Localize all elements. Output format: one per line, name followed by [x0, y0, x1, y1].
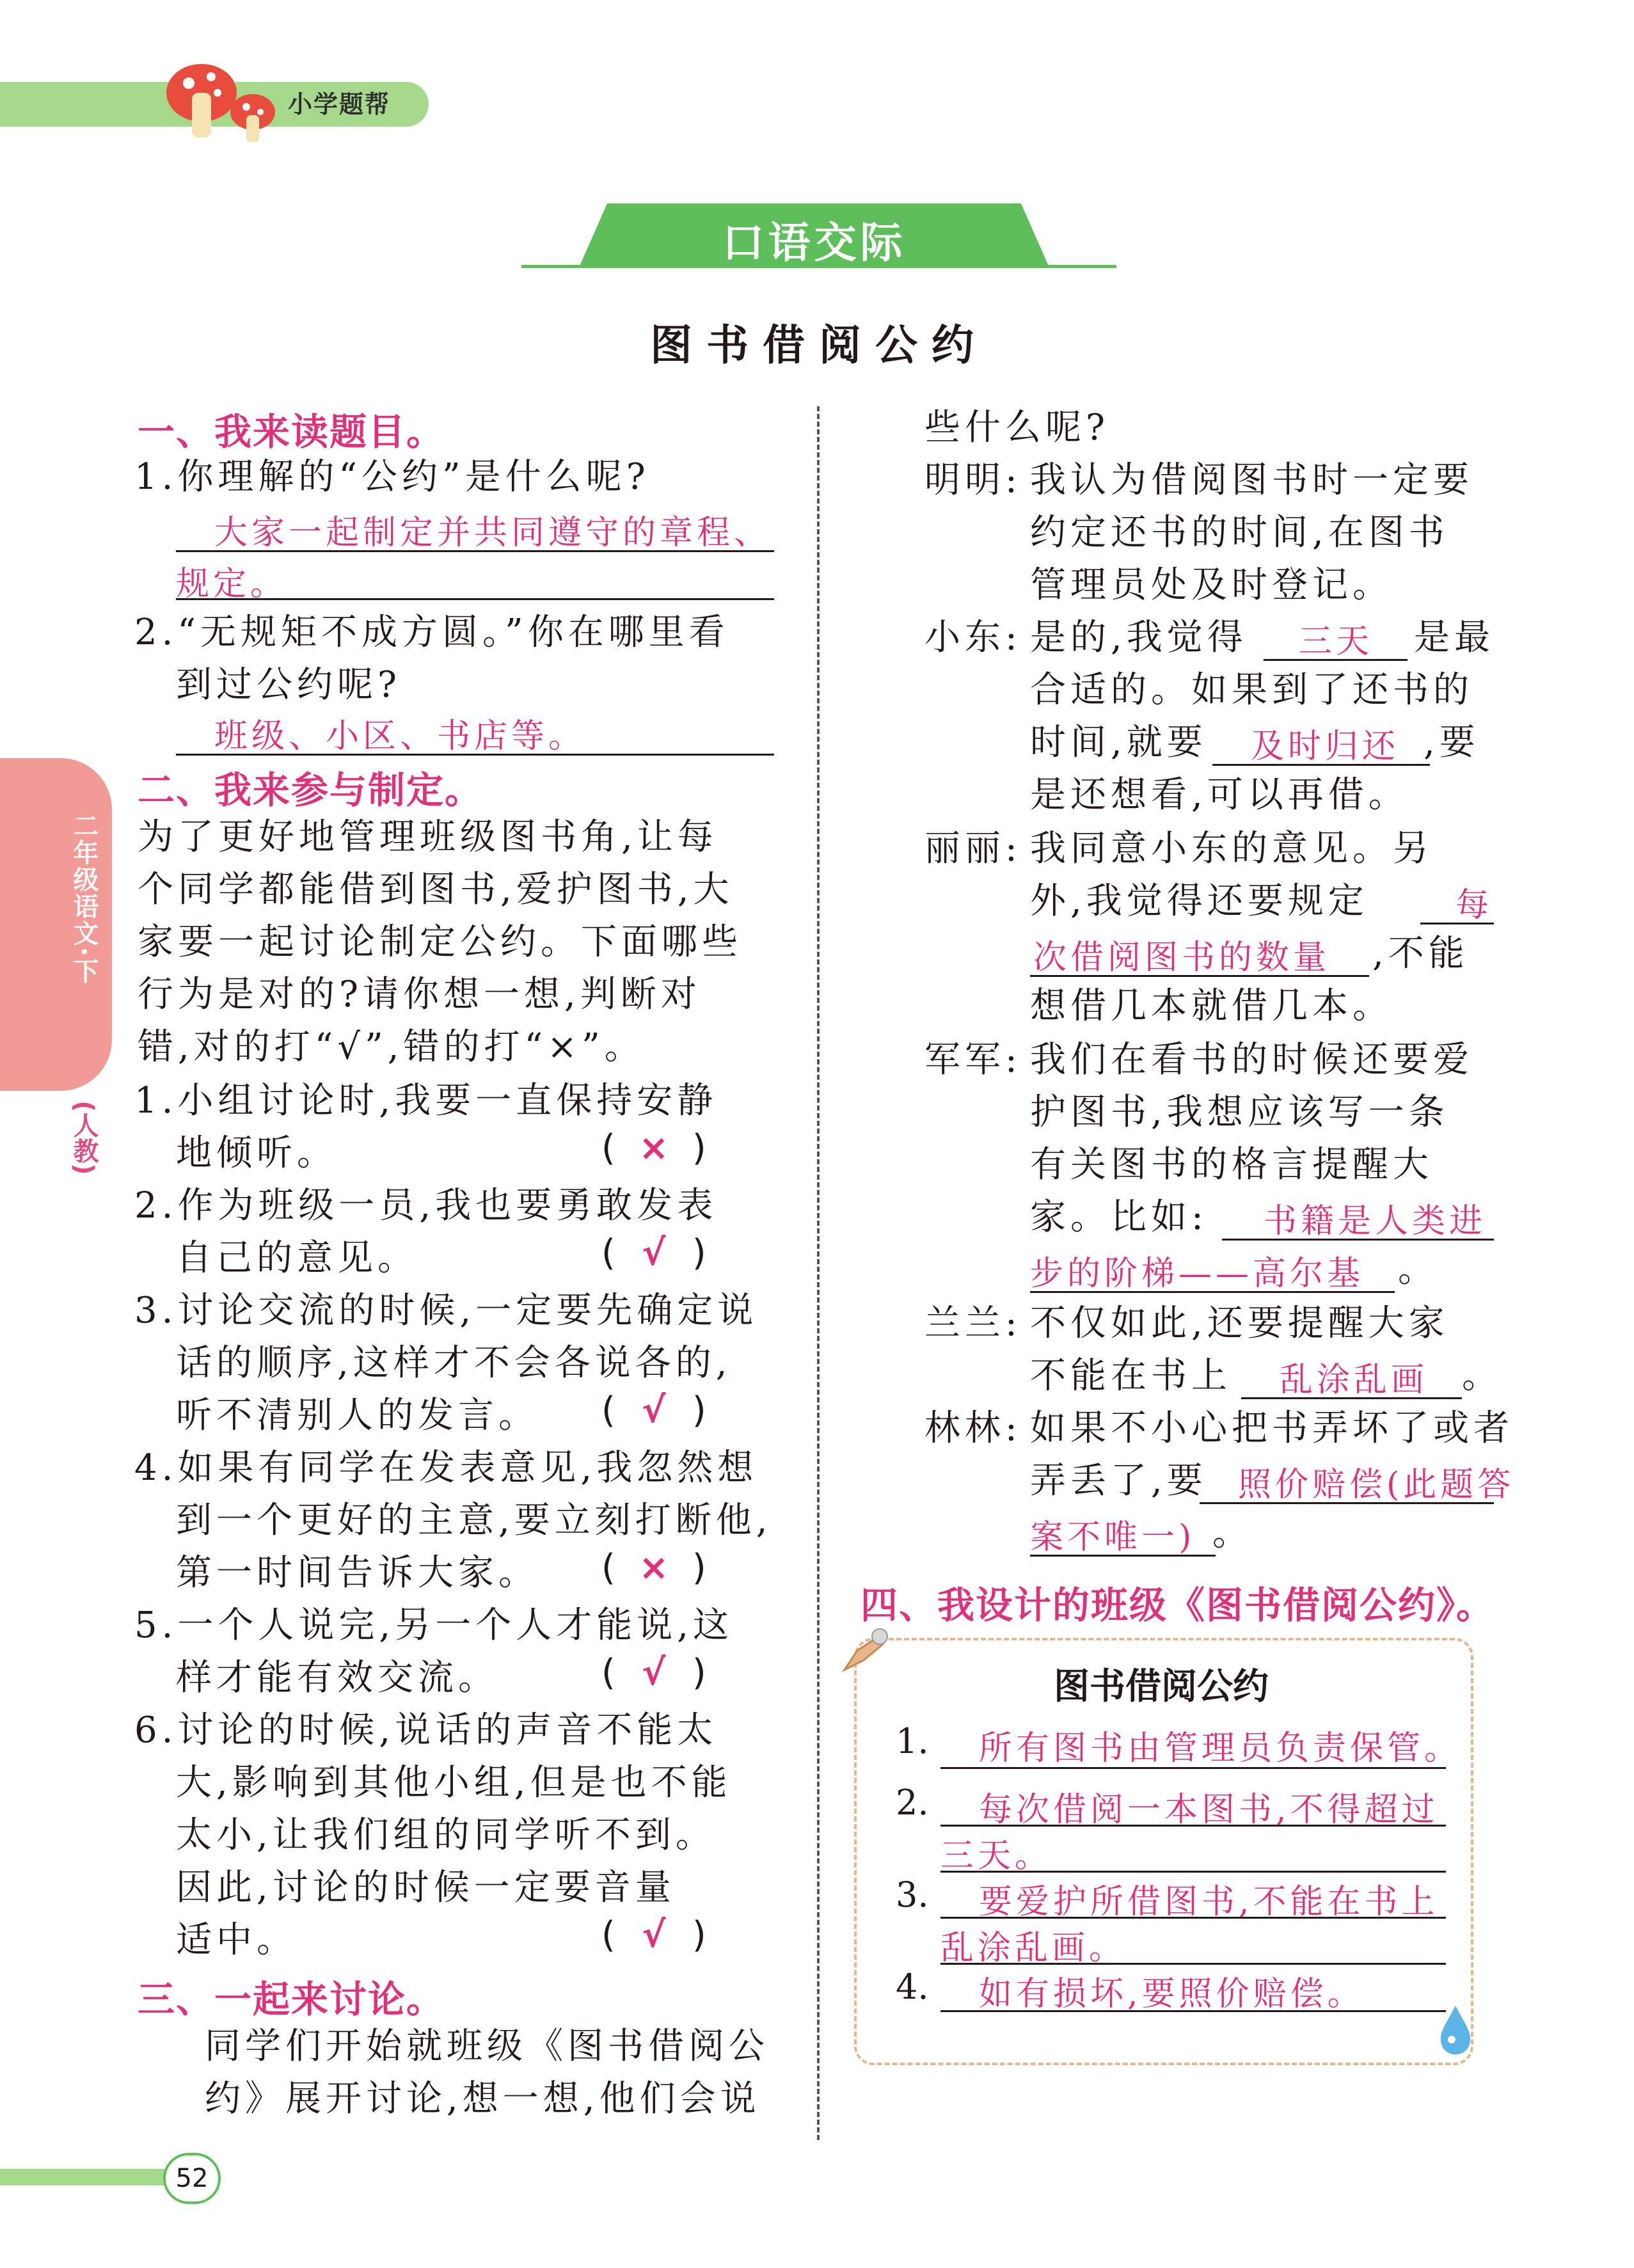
convention-title: 图书借阅公约	[1054, 1666, 1269, 1708]
speech-line: 时间,就要	[1030, 722, 1207, 763]
answer-line	[176, 550, 774, 552]
judge-item-3-line: 话的顺序,这样才不会各说各的,	[176, 1342, 732, 1384]
rule-text: 乱涂乱画。	[940, 1929, 1127, 1967]
banner-title: 口语交际	[722, 218, 907, 267]
answer-1-line2: 规定。	[176, 565, 288, 603]
speech-line: 管理员处及时登记。	[1030, 564, 1393, 606]
speaker-junjun: 军军:	[924, 1039, 1022, 1081]
speech-line: 。	[1462, 1355, 1502, 1397]
fill-blank-line	[1264, 659, 1408, 661]
speech-line: 是还想看,可以再借。	[1030, 774, 1409, 816]
fill-blank-line	[1030, 1555, 1216, 1557]
answer-1-line1: 大家一起制定并共同遵守的章程、	[214, 514, 772, 552]
intro-line: 错,对的打“√”,错的打“×”。	[138, 1026, 645, 1068]
speech-line: 不仅如此,还要提醒大家	[1030, 1303, 1449, 1344]
judge-item-4-line: 第一时间告诉大家。	[176, 1552, 539, 1594]
fill-answer-quote: 步的阶梯——高尔基	[1030, 1255, 1365, 1293]
judge-answer-1: ( × )	[601, 1127, 706, 1169]
fill-answer-quantity: 每	[1456, 886, 1493, 924]
rule-line	[940, 2010, 1446, 2012]
judge-item-1-line: 地倾听。	[176, 1132, 337, 1174]
answer-line	[176, 598, 774, 600]
judge-item-6-line: 太小,让我们组的同学听不到。	[176, 1814, 716, 1856]
speech-line: 。	[1398, 1249, 1438, 1290]
rule-text: 所有图书由管理员负责保管。	[979, 1729, 1462, 1768]
speech-line: 想借几本就借几本。	[1030, 985, 1393, 1027]
judge-item-5-line: 5.一个人说完,另一个人才能说,这	[134, 1605, 734, 1646]
intro-line: 行为是对的?请你想一想,判断对	[138, 974, 701, 1015]
speech-line: 有关图书的格言提醒大	[1030, 1144, 1433, 1186]
judge-item-3-line: 听不清别人的发言。	[176, 1395, 539, 1436]
speech-line: 是的,我觉得	[1030, 617, 1248, 658]
fill-blank-line	[1212, 764, 1430, 766]
page-title: 图书借阅公约	[650, 320, 988, 370]
speech-line: 我同意小东的意见。另	[1030, 828, 1433, 869]
rule-text: 每次借阅一本图书,不得超过	[979, 1791, 1439, 1829]
speech-line: 家。比如:	[1030, 1196, 1208, 1238]
fill-blank-line	[1030, 1291, 1395, 1293]
rule-line	[940, 1825, 1446, 1827]
judge-answer-3: ( √ )	[601, 1390, 706, 1431]
speech-line: 合适的。如果到了还书的	[1030, 669, 1473, 711]
rule-number: 3.	[896, 1875, 929, 1915]
speech-line: 我们在看书的时候还要爱	[1030, 1039, 1473, 1081]
rule-number: 2.	[896, 1782, 929, 1823]
judge-item-4-line: 4.如果有同学在发表意见,我忽然想	[134, 1447, 758, 1489]
judge-item-3-line: 3.讨论交流的时候,一定要先确定说	[134, 1290, 758, 1331]
speech-line: 。	[1212, 1512, 1253, 1554]
speaker-xiaodong: 小东:	[924, 617, 1022, 658]
judge-answer-2: ( √ )	[601, 1232, 706, 1274]
question-2-line1: 2.“无规矩不成方圆。”你在哪里看	[134, 612, 729, 653]
intro-line: 个同学都能借到图书,爱护图书,大	[138, 869, 734, 910]
speech-line: 约定还书的时间,在图书	[1030, 512, 1449, 553]
rule-line	[940, 1963, 1446, 1965]
rule-line	[940, 1767, 1446, 1769]
section1-heading: 一、我来读题目。	[138, 410, 445, 454]
answer-line	[176, 754, 774, 756]
rule-text: 三天。	[940, 1837, 1052, 1875]
speaker-lanlan: 兰兰:	[924, 1303, 1022, 1344]
answer-2: 班级、小区、书店等。	[214, 717, 586, 756]
page-number: 52	[163, 2153, 221, 2204]
judge-item-6-line: 适中。	[176, 1919, 297, 1961]
speech-line: 如果不小心把书弄坏了或者	[1030, 1408, 1514, 1449]
judge-item-6-line: 因此,讨论的时候一定要音量	[176, 1867, 676, 1908]
judge-answer-4: ( × )	[601, 1547, 706, 1589]
judge-item-5-line: 样才能有效交流。	[176, 1657, 498, 1699]
speech-line: 护图书,我想应该写一条	[1030, 1091, 1449, 1133]
fill-blank-line	[1030, 975, 1369, 977]
section4-heading: 四、我设计的班级《图书借阅公约》。	[861, 1583, 1495, 1627]
footer-strip	[0, 2169, 186, 2185]
speaker-linlin: 林林:	[924, 1408, 1022, 1449]
speech-line: 不能在书上	[1030, 1355, 1232, 1397]
speaker-lili: 丽丽:	[924, 828, 1022, 869]
brand-label: 小学题帮	[288, 90, 391, 118]
fill-answer-return: 及时归还	[1251, 727, 1400, 766]
fill-blank-line	[1420, 923, 1494, 924]
section3-heading: 三、一起来讨论。	[138, 1978, 445, 2021]
fill-answer-compensate: 案不唯一)	[1030, 1518, 1196, 1557]
rule-text: 要爱护所借图书,不能在书上	[979, 1883, 1439, 1921]
fill-answer-drawing: 乱涂乱画	[1280, 1361, 1429, 1399]
rule-line	[940, 1917, 1446, 1919]
question-2-line2: 到过公约呢?	[176, 664, 402, 706]
speaker-mingming: 明明:	[924, 459, 1022, 501]
fill-answer-days: 三天	[1299, 623, 1374, 661]
judge-item-2-line: 自己的意见。	[176, 1237, 418, 1279]
section2-heading: 二、我来参与制定。	[138, 768, 484, 812]
rule-number: 1.	[896, 1721, 929, 1761]
judge-item-4-line: 到一个更好的主意,要立刻打断他,	[176, 1500, 772, 1541]
column-divider	[817, 406, 820, 2140]
intro-line: 为了更好地管理班级图书角,让每	[138, 816, 718, 858]
speech-line: 我认为借阅图书时一定要	[1030, 459, 1473, 501]
fill-answer-quantity: 次借阅图书的数量	[1033, 939, 1331, 977]
rule-text: 如有损坏,要照价赔偿。	[979, 1975, 1365, 2013]
discussion-intro-line: 同学们开始就班级《图书借阅公	[205, 2026, 769, 2067]
judge-answer-5: ( √ )	[601, 1652, 706, 1693]
speech-line: ,要	[1424, 722, 1480, 763]
fill-answer-compensate: 照价赔偿(此题答	[1238, 1466, 1515, 1504]
fill-blank-line	[1222, 1239, 1494, 1241]
judge-item-2-line: 2.作为班级一员,我也要勇敢发表	[134, 1185, 718, 1226]
publisher-label: (人教)	[69, 1100, 99, 1175]
discussion-intro-line: 约》展开讨论,想一想,他们会说	[205, 2078, 761, 2120]
fill-blank-line	[1241, 1397, 1462, 1399]
discussion-intro-line: 些什么呢?	[924, 407, 1110, 448]
speech-line: 外,我觉得还要规定	[1030, 880, 1368, 922]
question-1: 1.你理解的“公约”是什么呢?	[134, 456, 650, 498]
speech-line: ,不能	[1372, 933, 1469, 974]
grade-subject-label: 二年级语文·下	[69, 813, 99, 985]
mushroom-logo-icon	[163, 54, 278, 144]
judge-answer-6: ( √ )	[601, 1914, 706, 1956]
judge-item-6-line: 6.讨论的时候,说话的声音不能太	[134, 1709, 718, 1751]
intro-line: 家要一起讨论制定公约。下面哪些	[138, 921, 742, 963]
fill-blank-line	[1200, 1502, 1494, 1504]
rule-number: 4.	[896, 1967, 929, 2007]
speech-line: 弄丢了,要	[1030, 1460, 1207, 1502]
judge-item-6-line: 大,影响到其他小组,但是也不能	[176, 1762, 732, 1804]
speech-line: 是最	[1414, 617, 1495, 658]
judge-item-1-line: 1.小组讨论时,我要一直保持安静	[134, 1080, 718, 1122]
rule-line	[940, 1871, 1446, 1873]
fill-answer-quote: 书籍是人类进	[1264, 1202, 1487, 1241]
